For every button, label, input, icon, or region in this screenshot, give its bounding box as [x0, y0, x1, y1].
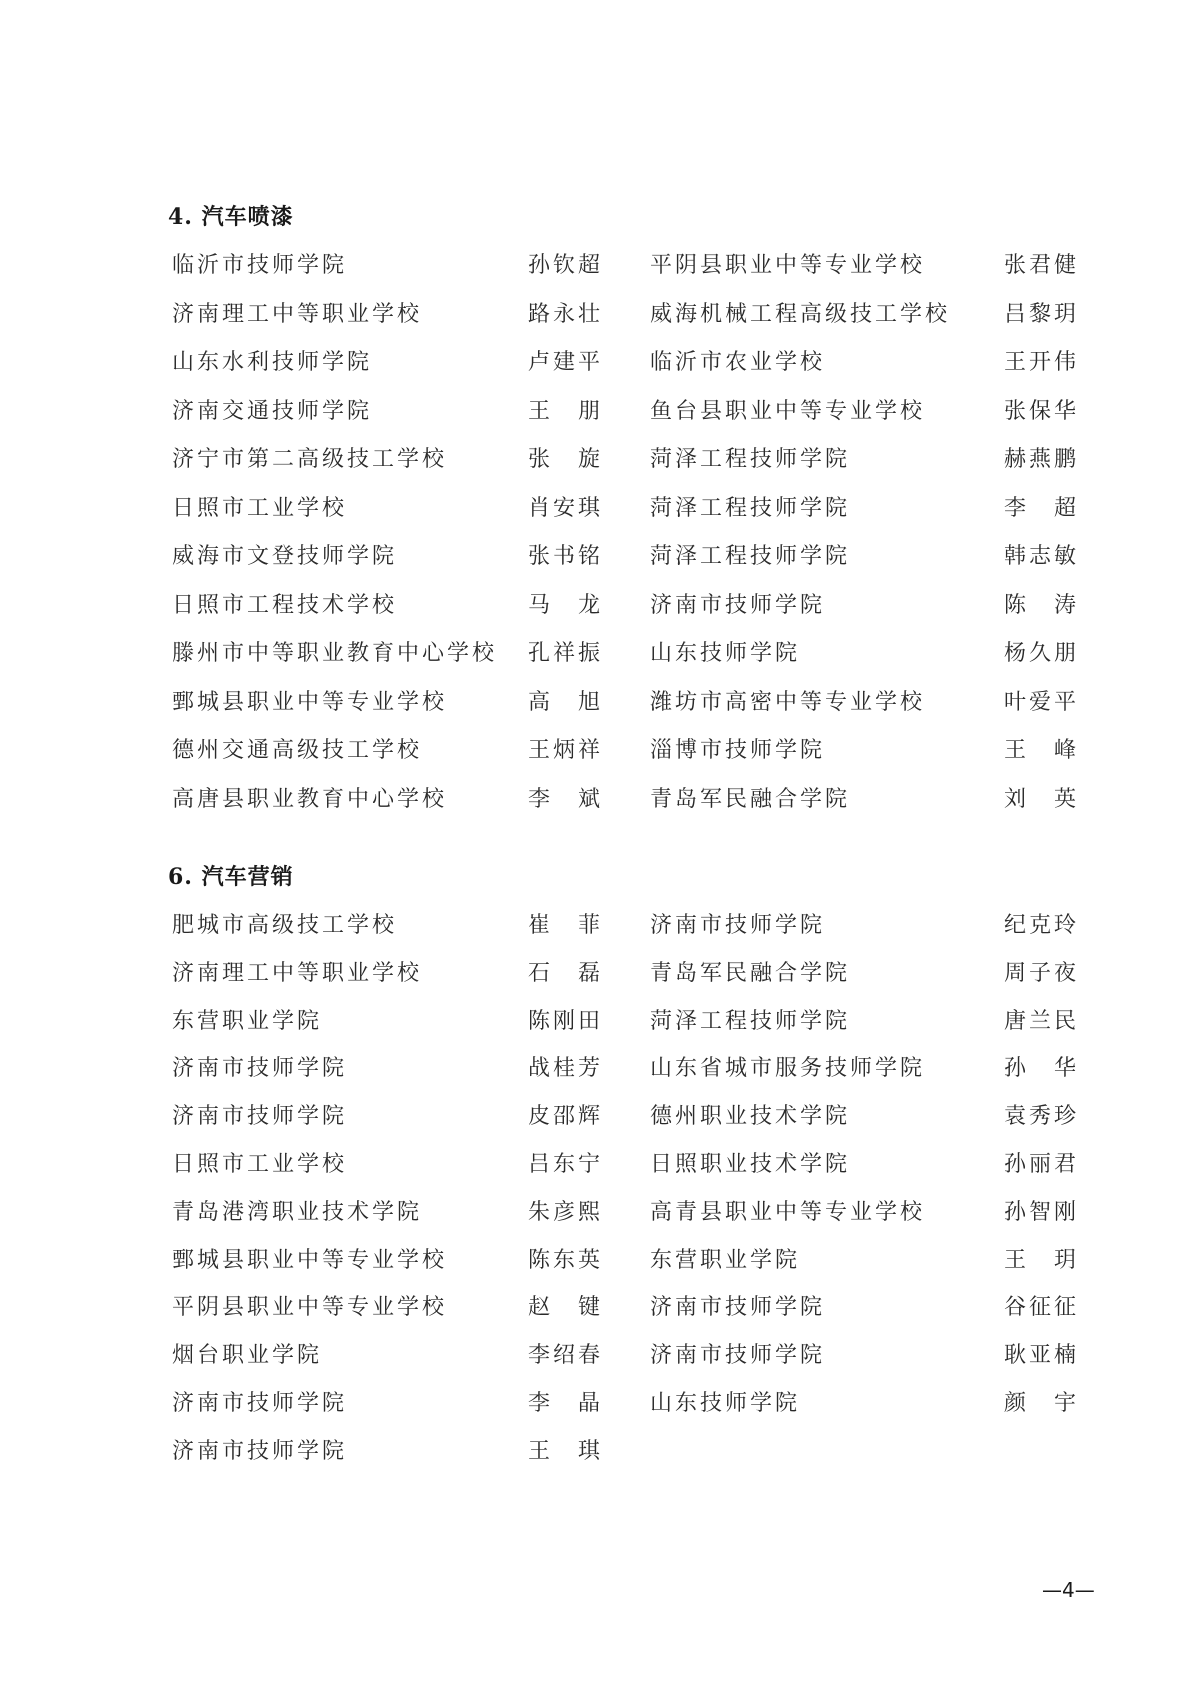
left-name: 皮邵辉 — [528, 1104, 604, 1130]
right-school: 鱼台县职业中等专业学校 — [650, 398, 926, 424]
right-name: 王开伟 — [1004, 350, 1080, 375]
name-list — [0, 910, 1197, 1484]
left-school: 济宁市第二高级技工学校 — [172, 447, 448, 472]
right-school: 临沂市农业学校 — [650, 350, 826, 375]
list-row — [0, 958, 1197, 1006]
list-row — [0, 1292, 1197, 1340]
right-name: 赫燕鹏 — [1004, 447, 1080, 472]
left-name: 马 龙 — [528, 592, 604, 618]
list-row — [0, 735, 1197, 784]
right-school: 济南市技师学院 — [650, 592, 826, 618]
right-name: 陈 涛 — [1004, 592, 1080, 618]
left-name: 高 旭 — [528, 689, 604, 715]
left-name: 李 晶 — [528, 1390, 604, 1416]
left-name: 张 旋 — [528, 447, 604, 472]
left-school: 鄄城县职业中等专业学校 — [172, 689, 448, 715]
left-school: 济南理工中等职业学校 — [172, 301, 423, 327]
right-name: 袁秀珍 — [1004, 1104, 1080, 1130]
list-row — [0, 687, 1197, 736]
right-school: 菏泽工程技师学院 — [650, 447, 851, 472]
list-row — [0, 1245, 1197, 1293]
list-row — [0, 1101, 1197, 1149]
right-school: 高青县职业中等专业学校 — [650, 1199, 926, 1225]
right-school: 山东省城市服务技师学院 — [650, 1056, 926, 1082]
left-school: 日照市工业学校 — [172, 1151, 348, 1177]
right-school: 济南市技师学院 — [650, 1295, 826, 1321]
left-name: 王 朋 — [528, 398, 604, 424]
left-school: 济南市技师学院 — [172, 1104, 348, 1130]
left-school: 威海市文登技师学院 — [172, 544, 398, 569]
list-row — [0, 396, 1197, 445]
left-school: 平阴县职业中等专业学校 — [172, 1295, 448, 1321]
right-name: 孙智刚 — [1004, 1199, 1080, 1225]
right-name: 纪克玲 — [1004, 913, 1080, 938]
right-school: 山东技师学院 — [650, 1390, 801, 1416]
list-row — [0, 638, 1197, 687]
right-name: 王 玥 — [1004, 1247, 1080, 1273]
list-row — [0, 250, 1197, 299]
right-name: 李 超 — [1004, 495, 1080, 521]
section-heading: 4. 汽车喷漆 — [168, 204, 294, 230]
right-name: 谷征征 — [1004, 1295, 1080, 1321]
right-school: 济南市技师学院 — [650, 1343, 826, 1369]
right-name: 叶爱平 — [1004, 689, 1080, 715]
list-row — [0, 1197, 1197, 1245]
left-school: 日照市工业学校 — [172, 495, 348, 521]
left-name: 卢建平 — [528, 350, 604, 375]
list-row — [0, 1388, 1197, 1436]
right-school: 东营职业学院 — [650, 1247, 801, 1273]
list-row — [0, 1053, 1197, 1101]
left-school: 济南理工中等职业学校 — [172, 960, 423, 986]
right-name: 孙丽君 — [1004, 1151, 1080, 1177]
list-row — [0, 299, 1197, 348]
left-school: 德州交通高级技工学校 — [172, 738, 423, 763]
left-name: 王炳祥 — [528, 738, 604, 763]
page-number: —4— — [1042, 1578, 1095, 1602]
left-name: 李绍春 — [528, 1343, 604, 1369]
left-school: 烟台职业学院 — [172, 1343, 323, 1369]
right-name: 张保华 — [1004, 398, 1080, 424]
list-row — [0, 784, 1197, 833]
left-school: 滕州市中等职业教育中心学校 — [172, 641, 498, 666]
left-school: 山东水利技师学院 — [172, 350, 373, 375]
list-row — [0, 347, 1197, 396]
left-name: 孔祥振 — [528, 641, 604, 666]
right-school: 平阴县职业中等专业学校 — [650, 253, 926, 278]
left-school: 济南市技师学院 — [172, 1056, 348, 1082]
left-school: 高唐县职业教育中心学校 — [172, 786, 448, 812]
right-name: 刘 英 — [1004, 786, 1080, 812]
left-school: 济南市技师学院 — [172, 1438, 348, 1464]
left-school: 日照市工程技术学校 — [172, 592, 398, 618]
left-name: 崔 菲 — [528, 913, 604, 938]
right-school: 淄博市技师学院 — [650, 738, 826, 763]
right-school: 威海机械工程高级技工学校 — [650, 301, 951, 327]
right-school: 潍坊市高密中等专业学校 — [650, 689, 926, 715]
left-name: 赵 键 — [528, 1295, 604, 1321]
right-school: 济南市技师学院 — [650, 913, 826, 938]
right-name: 吕黎玥 — [1004, 301, 1080, 327]
list-row — [0, 493, 1197, 542]
left-school: 青岛港湾职业技术学院 — [172, 1199, 423, 1225]
name-list — [0, 250, 1197, 832]
right-name: 周子夜 — [1004, 960, 1080, 986]
left-name: 肖安琪 — [528, 495, 604, 521]
left-name: 路永壮 — [528, 301, 604, 327]
right-school: 菏泽工程技师学院 — [650, 1008, 851, 1034]
left-name: 石 磊 — [528, 960, 604, 986]
list-row — [0, 910, 1197, 958]
left-name: 李 斌 — [528, 786, 604, 812]
list-row — [0, 541, 1197, 590]
left-name: 王 琪 — [528, 1438, 604, 1464]
right-school: 青岛军民融合学院 — [650, 960, 851, 986]
right-school: 山东技师学院 — [650, 641, 801, 666]
right-school: 菏泽工程技师学院 — [650, 495, 851, 521]
left-school: 鄄城县职业中等专业学校 — [172, 1247, 448, 1273]
list-row — [0, 590, 1197, 639]
right-name: 韩志敏 — [1004, 544, 1080, 569]
right-school: 日照职业技术学院 — [650, 1151, 851, 1177]
left-school: 济南交通技师学院 — [172, 398, 373, 424]
list-row — [0, 1340, 1197, 1388]
left-school: 济南市技师学院 — [172, 1390, 348, 1416]
left-name: 孙钦超 — [528, 253, 604, 278]
right-name: 颜 宇 — [1004, 1390, 1080, 1416]
right-name: 唐兰民 — [1004, 1008, 1080, 1034]
list-row — [0, 1006, 1197, 1054]
left-name: 战桂芳 — [528, 1056, 604, 1082]
list-row — [0, 444, 1197, 493]
left-school: 肥城市高级技工学校 — [172, 913, 398, 938]
left-name: 陈刚田 — [528, 1008, 604, 1034]
left-school: 东营职业学院 — [172, 1008, 323, 1034]
right-school: 青岛军民融合学院 — [650, 786, 851, 812]
right-name: 孙 华 — [1004, 1056, 1080, 1082]
section-heading: 6. 汽车营销 — [168, 864, 294, 890]
right-name: 杨久朋 — [1004, 641, 1080, 666]
right-name: 张君健 — [1004, 253, 1080, 278]
left-name: 陈东英 — [528, 1247, 604, 1273]
right-school: 德州职业技术学院 — [650, 1104, 851, 1130]
right-name: 王 峰 — [1004, 738, 1080, 763]
list-row — [0, 1149, 1197, 1197]
left-school: 临沂市技师学院 — [172, 253, 348, 278]
list-row — [0, 1436, 1197, 1484]
left-name: 朱彦熙 — [528, 1199, 604, 1225]
right-name: 耿亚楠 — [1004, 1343, 1080, 1369]
left-name: 吕东宁 — [528, 1151, 604, 1177]
right-school: 菏泽工程技师学院 — [650, 544, 851, 569]
left-name: 张书铭 — [528, 544, 604, 569]
